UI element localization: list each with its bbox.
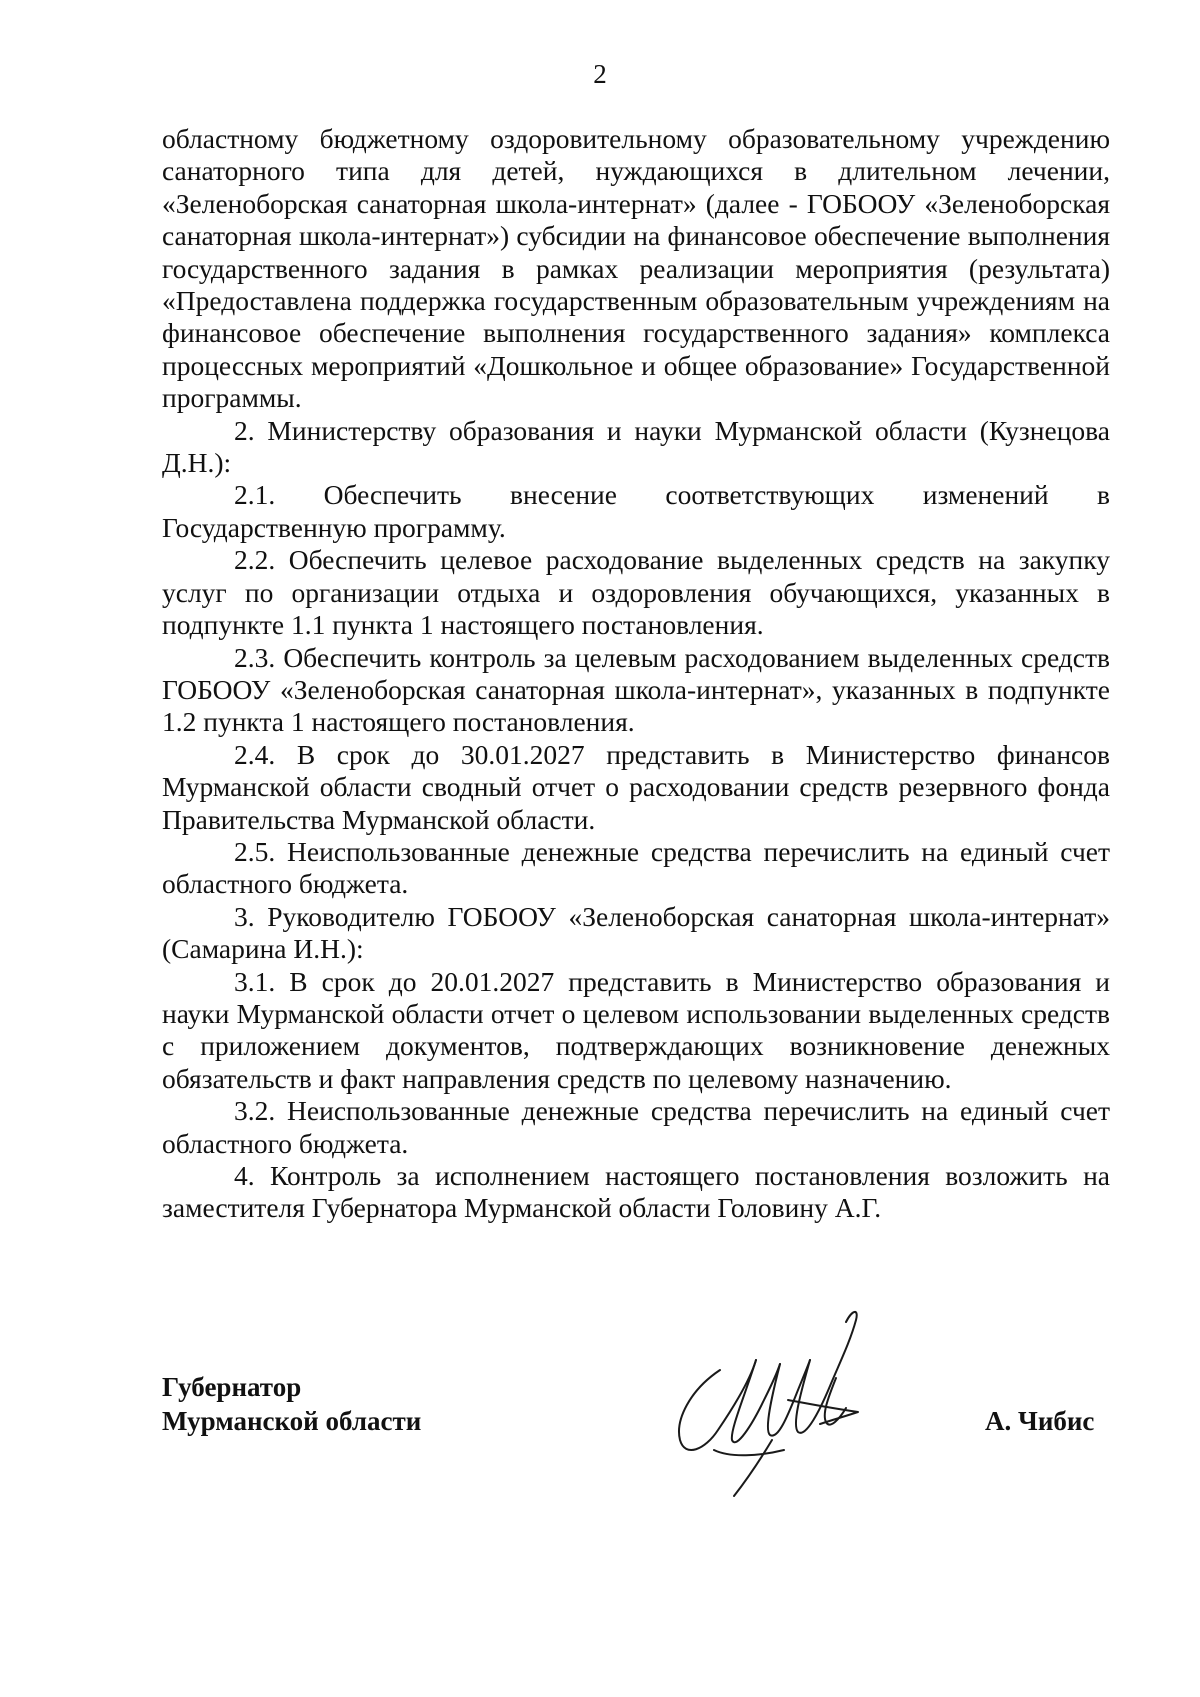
paragraph-item-2: 2. Министерству образования и науки Мурманской области (Кузнецова Д.Н.): <box>162 414 1110 479</box>
handwritten-signature-icon <box>660 1300 900 1500</box>
paragraph-item-3: 3. Руководителю ГОБООУ «Зеленоборская санаторная школа-интернат» (Самарина И.Н.): <box>162 900 1110 965</box>
paragraph-item-2-2: 2.2. Обеспечить целевое расходование выделенных средств на закупку услуг по организации отдыха и оздоровления обучающихся, указанных в подпункте 1.1 пункта 1 настоящего постановления. <box>162 544 1110 641</box>
signatory-name: А. Чибис <box>985 1406 1095 1436</box>
paragraph-item-2-1: 2.1. Обеспечить внесение соответствующих изменений в Государственную программу. <box>162 479 1110 543</box>
paragraph-item-3-1: 3.1. В срок до 20.01.2027 представить в Министерство образования и науки Мурманской области отчет о целевом использовании выделенных средств с приложением документов, подтверждающих возникновение денежных обязательств и факт направления средств по целевому назначению. <box>162 965 1110 1094</box>
paragraph-item-2-3: 2.3. Обеспечить контроль за целевым расходованием выделенных средств ГОБООУ «Зеленоборская санаторная школа-интернат», указанных в подпункте 1.2 пункта 1 настоящего постановления. <box>162 641 1110 738</box>
page-number: 2 <box>593 59 607 89</box>
signatory-title-line1: Губернатор <box>162 1372 302 1402</box>
signatory-title-line2: Мурманской области <box>162 1406 422 1436</box>
paragraph-continuation: областному бюджетному оздоровительному образовательному учреждению санаторного типа для детей, нуждающихся в длительном лечении, «Зеленоборская санаторная школа-интернат» (далее - ГОБООУ «Зеленоборская санаторная школа-интернат») субсидии на финансовое обеспечение выполнения государственного задания в рамках реализации мероприятия (результата) «Предоставлена поддержка государственным образовательным учреждениям на финансовое обеспечение выполнения государственного задания» комплекса процессных мероприятий «Дошкольное и общее образование» Государственной программы. <box>162 123 1110 414</box>
paragraph-item-4: 4. Контроль за исполнением настоящего постановления возложить на заместителя Губернатора Мурманской области Головину А.Г. <box>162 1160 1110 1224</box>
paragraph-item-2-4: 2.4. В срок до 30.01.2027 представить в Министерство финансов Мурманской области сводный отчет о расходовании средств резервного фонда Правительства Мурманской области. <box>162 738 1110 835</box>
document-body <box>162 123 1110 1225</box>
paragraph-item-2-5: 2.5. Неиспользованные денежные средства перечислить на единый счет областного бюджета. <box>162 835 1110 900</box>
paragraph-item-3-2: 3.2. Неиспользованные денежные средства перечислить на единый счет областного бюджета. <box>162 1095 1110 1159</box>
signatory-title <box>162 1370 421 1438</box>
